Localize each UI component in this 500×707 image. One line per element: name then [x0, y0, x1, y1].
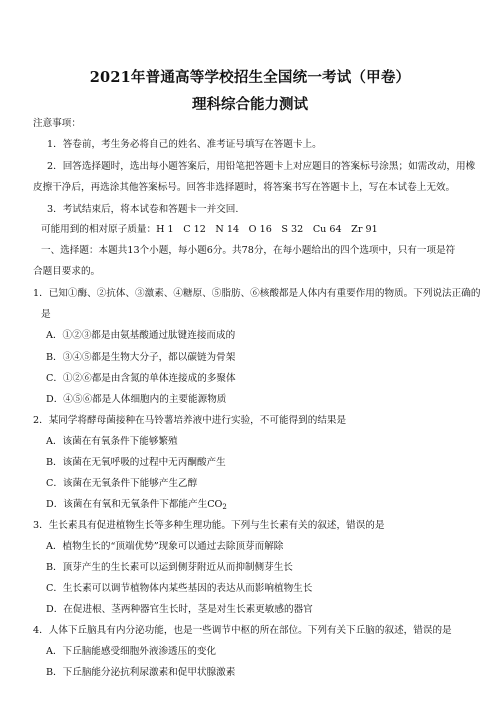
question-1-option-d: D．④⑤⑥都是人体细胞内的主要能源物质	[46, 394, 227, 405]
question-4-option-b: B．下丘脑能分泌抗利尿激素和促甲状腺激素	[46, 667, 236, 678]
question-4-stem: 4．人体下丘脑具有内分泌功能，也是一些调节中枢的所在部位。下列有关下丘脑的叙述，错误的是	[33, 625, 452, 636]
atomic-masses: 可能用到的相对原子质量：H 1 C 12 N 14 O 16 S 32 Cu 64 Zr 91	[41, 224, 378, 235]
section-heading: 一、选择题：本题共13个小题，每小题6分。共78分，在每小题给出的四个选项中，只有一项是符	[41, 245, 456, 256]
notice-item: 皮擦干净后，再选涂其他答案标号。回答非选择题时，将答案书写在答题卡上，写在本试卷上无效。	[33, 182, 456, 193]
question-2-option-d	[46, 499, 227, 511]
notice-heading: 注意事项：	[33, 118, 81, 129]
question-3-option-a: A．植物生长的“顶端优势”现象可以通过去除顶芽而解除	[46, 541, 284, 552]
question-1-stem-cont: 是	[41, 309, 51, 320]
notice-item: 2．回答选择题时，选出每小题答案后，用铅笔把答题卡上对应题目的答案标号涂黑；如需改动，用橡	[47, 161, 476, 172]
question-1-option-c: C．①②⑥都是由含氮的单体连接成的多聚体	[46, 373, 236, 384]
question-2-stem: 2．某同学将酵母菌接种在马铃薯培养液中进行实验，不可能得到的结果是	[33, 415, 347, 426]
question-3-option-c: C．生长素可以调节植物体内某些基因的表达从而影响植物生长	[46, 583, 313, 594]
section-heading-cont: 合题目要求的。	[33, 266, 101, 277]
notice-item: 3．考试结束后，将本试卷和答题卡一并交回.	[47, 204, 239, 215]
question-2-option-b: B．该菌在无氧呼吸的过程中无丙酮酸产生	[46, 457, 226, 468]
question-1-option-b: B．③④⑤都是生物大分子，都以碳链为骨架	[46, 352, 236, 363]
exam-subtitle: 理科综合能力测试	[192, 96, 308, 113]
question-4-option-a: A．下丘脑能感受细胞外液渗透压的变化	[46, 646, 217, 657]
question-2-option-a: A．该菌在有氧条件下能够繁殖	[46, 436, 178, 447]
subscript: 2	[222, 503, 227, 511]
question-2-option-d-text: D．该菌在有氧和无氧条件下都能产生CO	[46, 499, 223, 510]
question-3-option-d: D．在促进根、茎两种器官生长时，茎是对生长素更敏感的器官	[46, 604, 313, 615]
notice-item: 1．答卷前，考生务必将自己的姓名、准考证号填写在答题卡上。	[47, 139, 322, 150]
question-2-option-c: C．该菌在无氧条件下能够产生乙醇	[46, 478, 198, 489]
exam-title: 2021年普通高等学校招生全国统一考试（甲卷）	[89, 69, 411, 86]
question-3-option-b: B．顶芽产生的生长素可以运到侧芽附近从而抑制侧芽生长	[46, 562, 293, 573]
question-3-stem: 3．生长素具有促进植物生长等多种生理功能。下列与生长素有关的叙述，错误的是	[33, 520, 385, 531]
question-1-option-a: A．①②③都是由氨基酸通过肽键连接而成的	[46, 330, 236, 341]
question-1-stem: 1．已知①酶、②抗体、③激素、④糖原、⑤脂肪、⑥核酸都是人体内有重要作用的物质。下列说法正确的	[33, 288, 481, 299]
